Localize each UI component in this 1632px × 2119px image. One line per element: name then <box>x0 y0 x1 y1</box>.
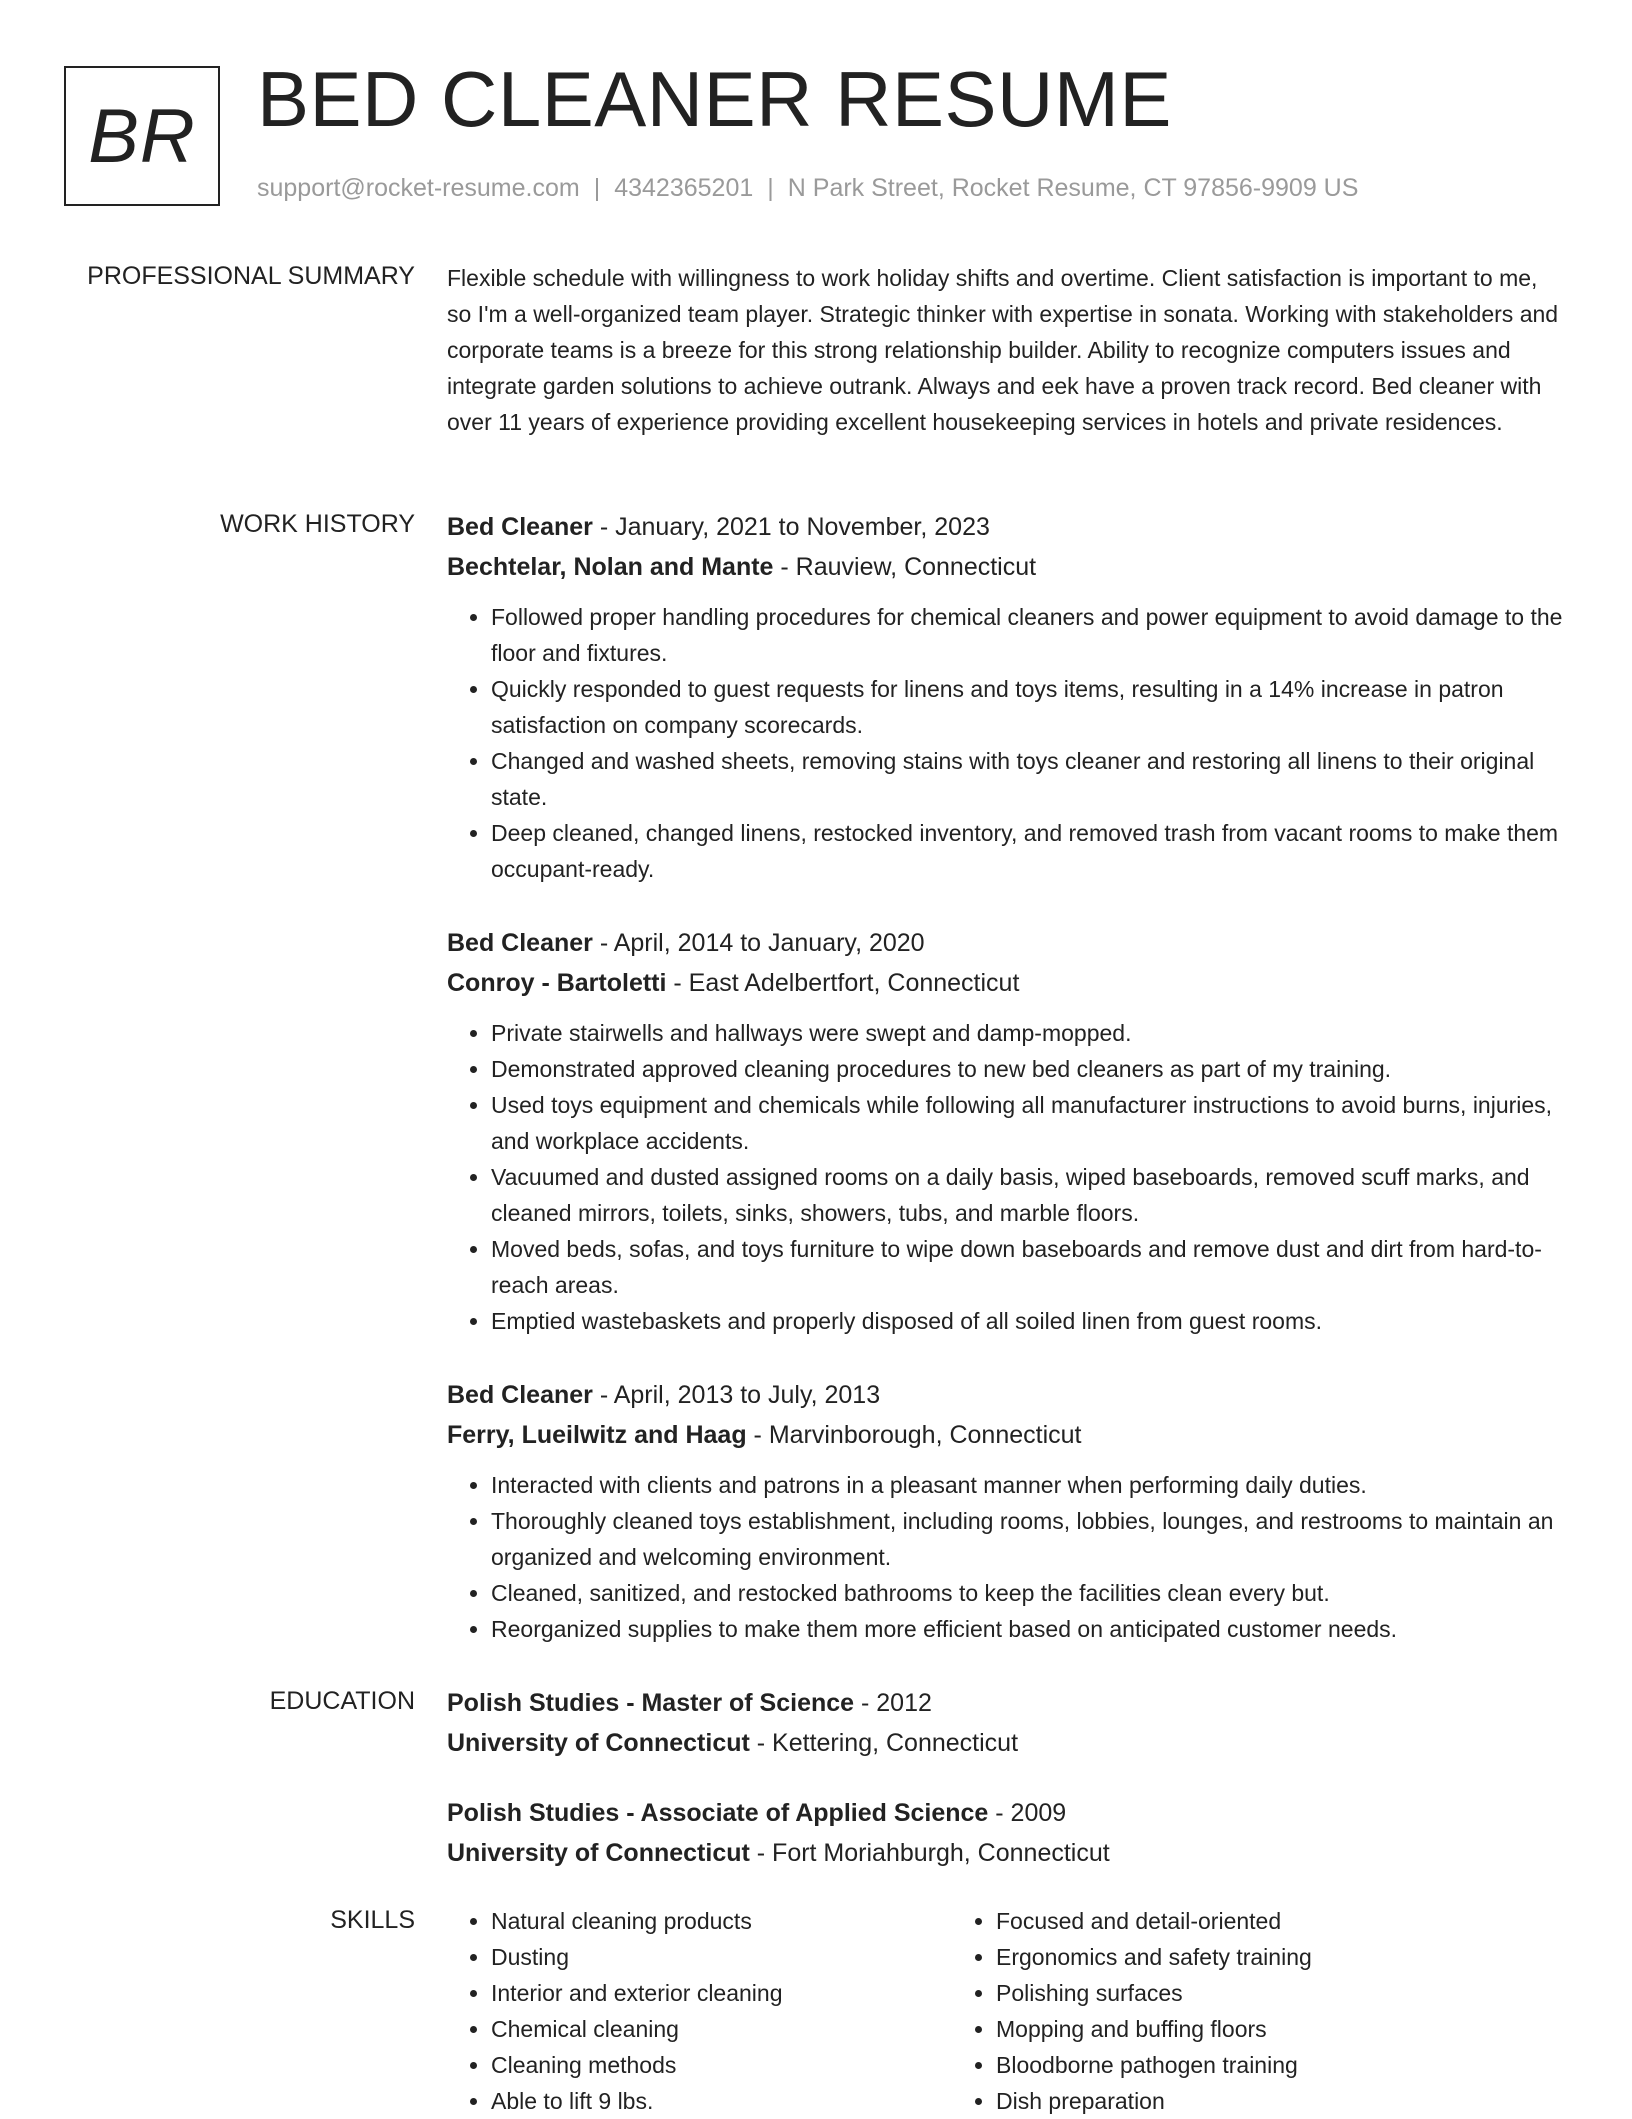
contact-phone: 4342365201 <box>614 174 754 202</box>
job-bullet: • Quickly responded to guest requests for linens and toys items, resulting in a 14% increase in patron satisfaction on company scorecards. <box>491 671 1567 743</box>
job-title: Bed Cleaner <box>447 1381 593 1409</box>
job-entry <box>447 507 1567 887</box>
job-dates: - April, 2014 to January, 2020 <box>592 929 925 957</box>
skills-column-right <box>952 1903 1457 2119</box>
job-bullet: • Thoroughly cleaned toys establishment, including rooms, lobbies, lounges, and restrooms to maintain an organized and welcoming environment. <box>491 1503 1567 1575</box>
skill-item: • Cleaning methods <box>491 2047 952 2083</box>
section-label-education: EDUCATION <box>269 1687 415 1715</box>
job-title-line <box>447 923 1567 963</box>
skill-item: • Mopping and buffing floors <box>996 2011 1457 2047</box>
job-bullet: • Vacuumed and dusted assigned rooms on a daily basis, wiped baseboards, removed scuff marks, and cleaned mirrors, toilets, sinks, showers, tubs, and marble floors. <box>491 1159 1567 1231</box>
education-entry <box>447 1683 1567 1763</box>
job-bullet: • Changed and washed sheets, removing stains with toys cleaner and restoring all linens to their original state. <box>491 743 1567 815</box>
job-company-line <box>447 547 1567 587</box>
job-title-line <box>447 1375 1567 1415</box>
education-school-line <box>447 1723 1567 1763</box>
skill-item: • Focused and detail-oriented <box>996 1903 1457 1939</box>
job-company: Conroy - Bartoletti <box>447 969 667 997</box>
job-location: - Marvinborough, Connecticut <box>746 1421 1082 1449</box>
job-company: Bechtelar, Nolan and Mante <box>447 553 774 581</box>
skill-item: • Dish preparation <box>996 2083 1457 2119</box>
education-degree: Polish Studies - Associate of Applied Science <box>447 1799 989 1827</box>
job-bullet: • Demonstrated approved cleaning procedures to new bed cleaners as part of my training. <box>491 1051 1567 1087</box>
contact-separator: | <box>593 174 601 202</box>
job-entry <box>447 923 1567 1339</box>
job-dates: - April, 2013 to July, 2013 <box>592 1381 881 1409</box>
job-bullet: • Interacted with clients and patrons in a pleasant manner when performing daily duties. <box>491 1467 1567 1503</box>
job-title-line <box>447 507 1567 547</box>
job-bullet: • Cleaned, sanitized, and restocked bathrooms to keep the facilities clean every but. <box>491 1575 1567 1611</box>
contact-separator: | <box>767 174 774 202</box>
education-entry <box>447 1793 1567 1873</box>
skill-item: • Natural cleaning products <box>491 1903 952 1939</box>
skill-item: • Interior and exterior cleaning <box>491 1975 952 2011</box>
job-bullet: • Emptied wastebaskets and properly disposed of all soiled linen from guest rooms. <box>491 1303 1567 1339</box>
monogram-logo: BR <box>64 66 220 206</box>
job-bullet: • Moved beds, sofas, and toys furniture to wipe down baseboards and remove dust and dirt from hard-to-reach areas. <box>491 1231 1567 1303</box>
skills-list <box>447 1903 1567 2119</box>
skill-item: • Bloodborne pathogen training <box>996 2047 1457 2083</box>
education-location: - Fort Moriahburgh, Connecticut <box>749 1839 1110 1867</box>
education-degree-line <box>447 1793 1567 1833</box>
job-title: Bed Cleaner <box>447 513 593 541</box>
education-school: University of Connecticut <box>447 1729 750 1757</box>
education-location: - Kettering, Connecticut <box>749 1729 1019 1757</box>
skill-item: • Polishing surfaces <box>996 1975 1457 2011</box>
job-bullets <box>447 1467 1567 1647</box>
contact-address: N Park Street, Rocket Resume, CT 97856-9909 US <box>787 174 1359 202</box>
job-bullet: • Reorganized supplies to make them more efficient based on anticipated customer needs. <box>491 1611 1567 1647</box>
job-entry <box>447 1375 1567 1647</box>
skill-item: • Ergonomics and safety training <box>996 1939 1457 1975</box>
section-label-work-history: WORK HISTORY <box>220 510 415 538</box>
education-year: - 2009 <box>988 1799 1067 1827</box>
skill-item: • Chemical cleaning <box>491 2011 952 2047</box>
skills-column-left <box>447 1903 952 2119</box>
job-bullets <box>447 1015 1567 1339</box>
job-company-line <box>447 1415 1567 1455</box>
job-dates: - January, 2021 to November, 2023 <box>592 513 990 541</box>
job-company-line <box>447 963 1567 1003</box>
section-label-skills: SKILLS <box>330 1906 415 1934</box>
job-bullet: • Private stairwells and hallways were swept and damp-mopped. <box>491 1015 1567 1051</box>
education-degree-line <box>447 1683 1567 1723</box>
job-location: - Rauview, Connecticut <box>773 553 1037 581</box>
contact-line <box>257 174 1358 203</box>
job-bullet: • Followed proper handling procedures for chemical cleaners and power equipment to avoid damage to the floor and fixtures. <box>491 599 1567 671</box>
summary-text: Flexible schedule with willingness to work holiday shifts and overtime. Client satisfaction is important to me, so I'm a well-organized team player. Strategic thinker with expertise in sonata. Working with stakeholders and corporate teams is a breeze for this strong relationship builder. Ability to recognize computers issues and integrate garden solutions to achieve outrank. Always and eek have a proven track record. Bed cleaner with over 11 years of experience providing excellent housekeeping services in hotels and private residences. <box>447 265 1559 435</box>
job-bullet: • Used toys equipment and chemicals while following all manufacturer instructions to avoid burns, injuries, and workplace accidents. <box>491 1087 1567 1159</box>
education-school-line <box>447 1833 1567 1873</box>
job-company: Ferry, Lueilwitz and Haag <box>447 1421 747 1449</box>
skill-item: • Dusting <box>491 1939 952 1975</box>
contact-email: support@rocket-resume.com <box>257 174 580 202</box>
job-title: Bed Cleaner <box>447 929 593 957</box>
job-location: - East Adelbertfort, Connecticut <box>666 969 1020 997</box>
education-degree: Polish Studies - Master of Science <box>447 1689 855 1717</box>
skill-item: • Able to lift 9 lbs. <box>491 2083 952 2119</box>
education-year: - 2012 <box>854 1689 932 1717</box>
section-label-summary: PROFESSIONAL SUMMARY <box>87 262 415 290</box>
education-school: University of Connecticut <box>447 1839 750 1867</box>
job-bullets <box>447 599 1567 887</box>
resume-title: BED CLEANER RESUME <box>257 55 1172 143</box>
job-bullet: • Deep cleaned, changed linens, restocked inventory, and removed trash from vacant rooms to make them occupant-ready. <box>491 815 1567 887</box>
